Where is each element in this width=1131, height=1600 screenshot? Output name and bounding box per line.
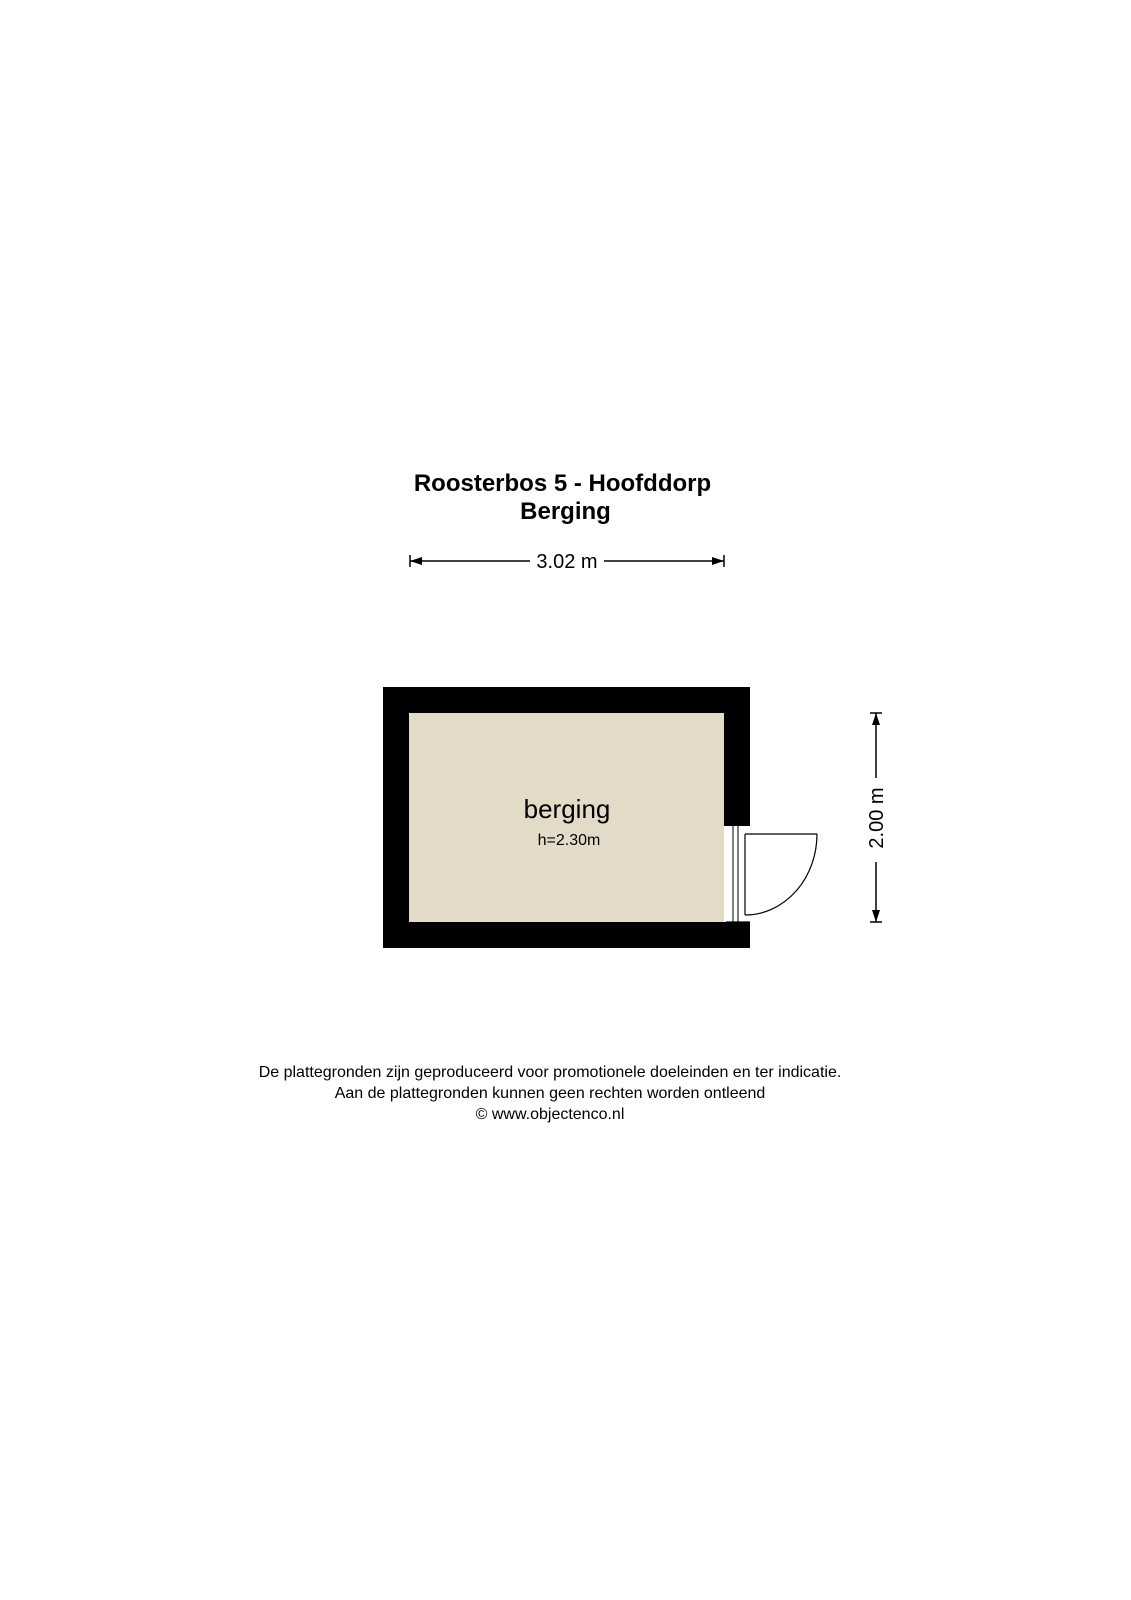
arrow-left-icon [410,557,422,565]
height-dimension [866,713,888,922]
plan-subtitle: Berging [520,498,611,525]
plan-title: Roosterbos 5 - Hoofddorp [413,470,712,497]
arrow-up-icon [872,713,880,725]
arrow-right-icon [712,557,724,565]
disclaimer-line-1: De plattegronden zijn geproduceerd voor promotionele doeleinden en ter indicatie. [258,1064,842,1081]
door-swing-arc [745,834,817,915]
arrow-down-icon [872,910,880,922]
room-height: h=2.30m [537,832,601,849]
width-label: 3.02 m [536,551,598,573]
room-name: berging [523,794,611,824]
width-dimension [410,551,724,573]
copyright-link[interactable]: © www.objectenco.nl [475,1106,625,1123]
disclaimer-line-2: Aan de plattegronden kunnen geen rechten worden ontleend [334,1085,766,1102]
height-label: 2.00 m [866,787,888,849]
